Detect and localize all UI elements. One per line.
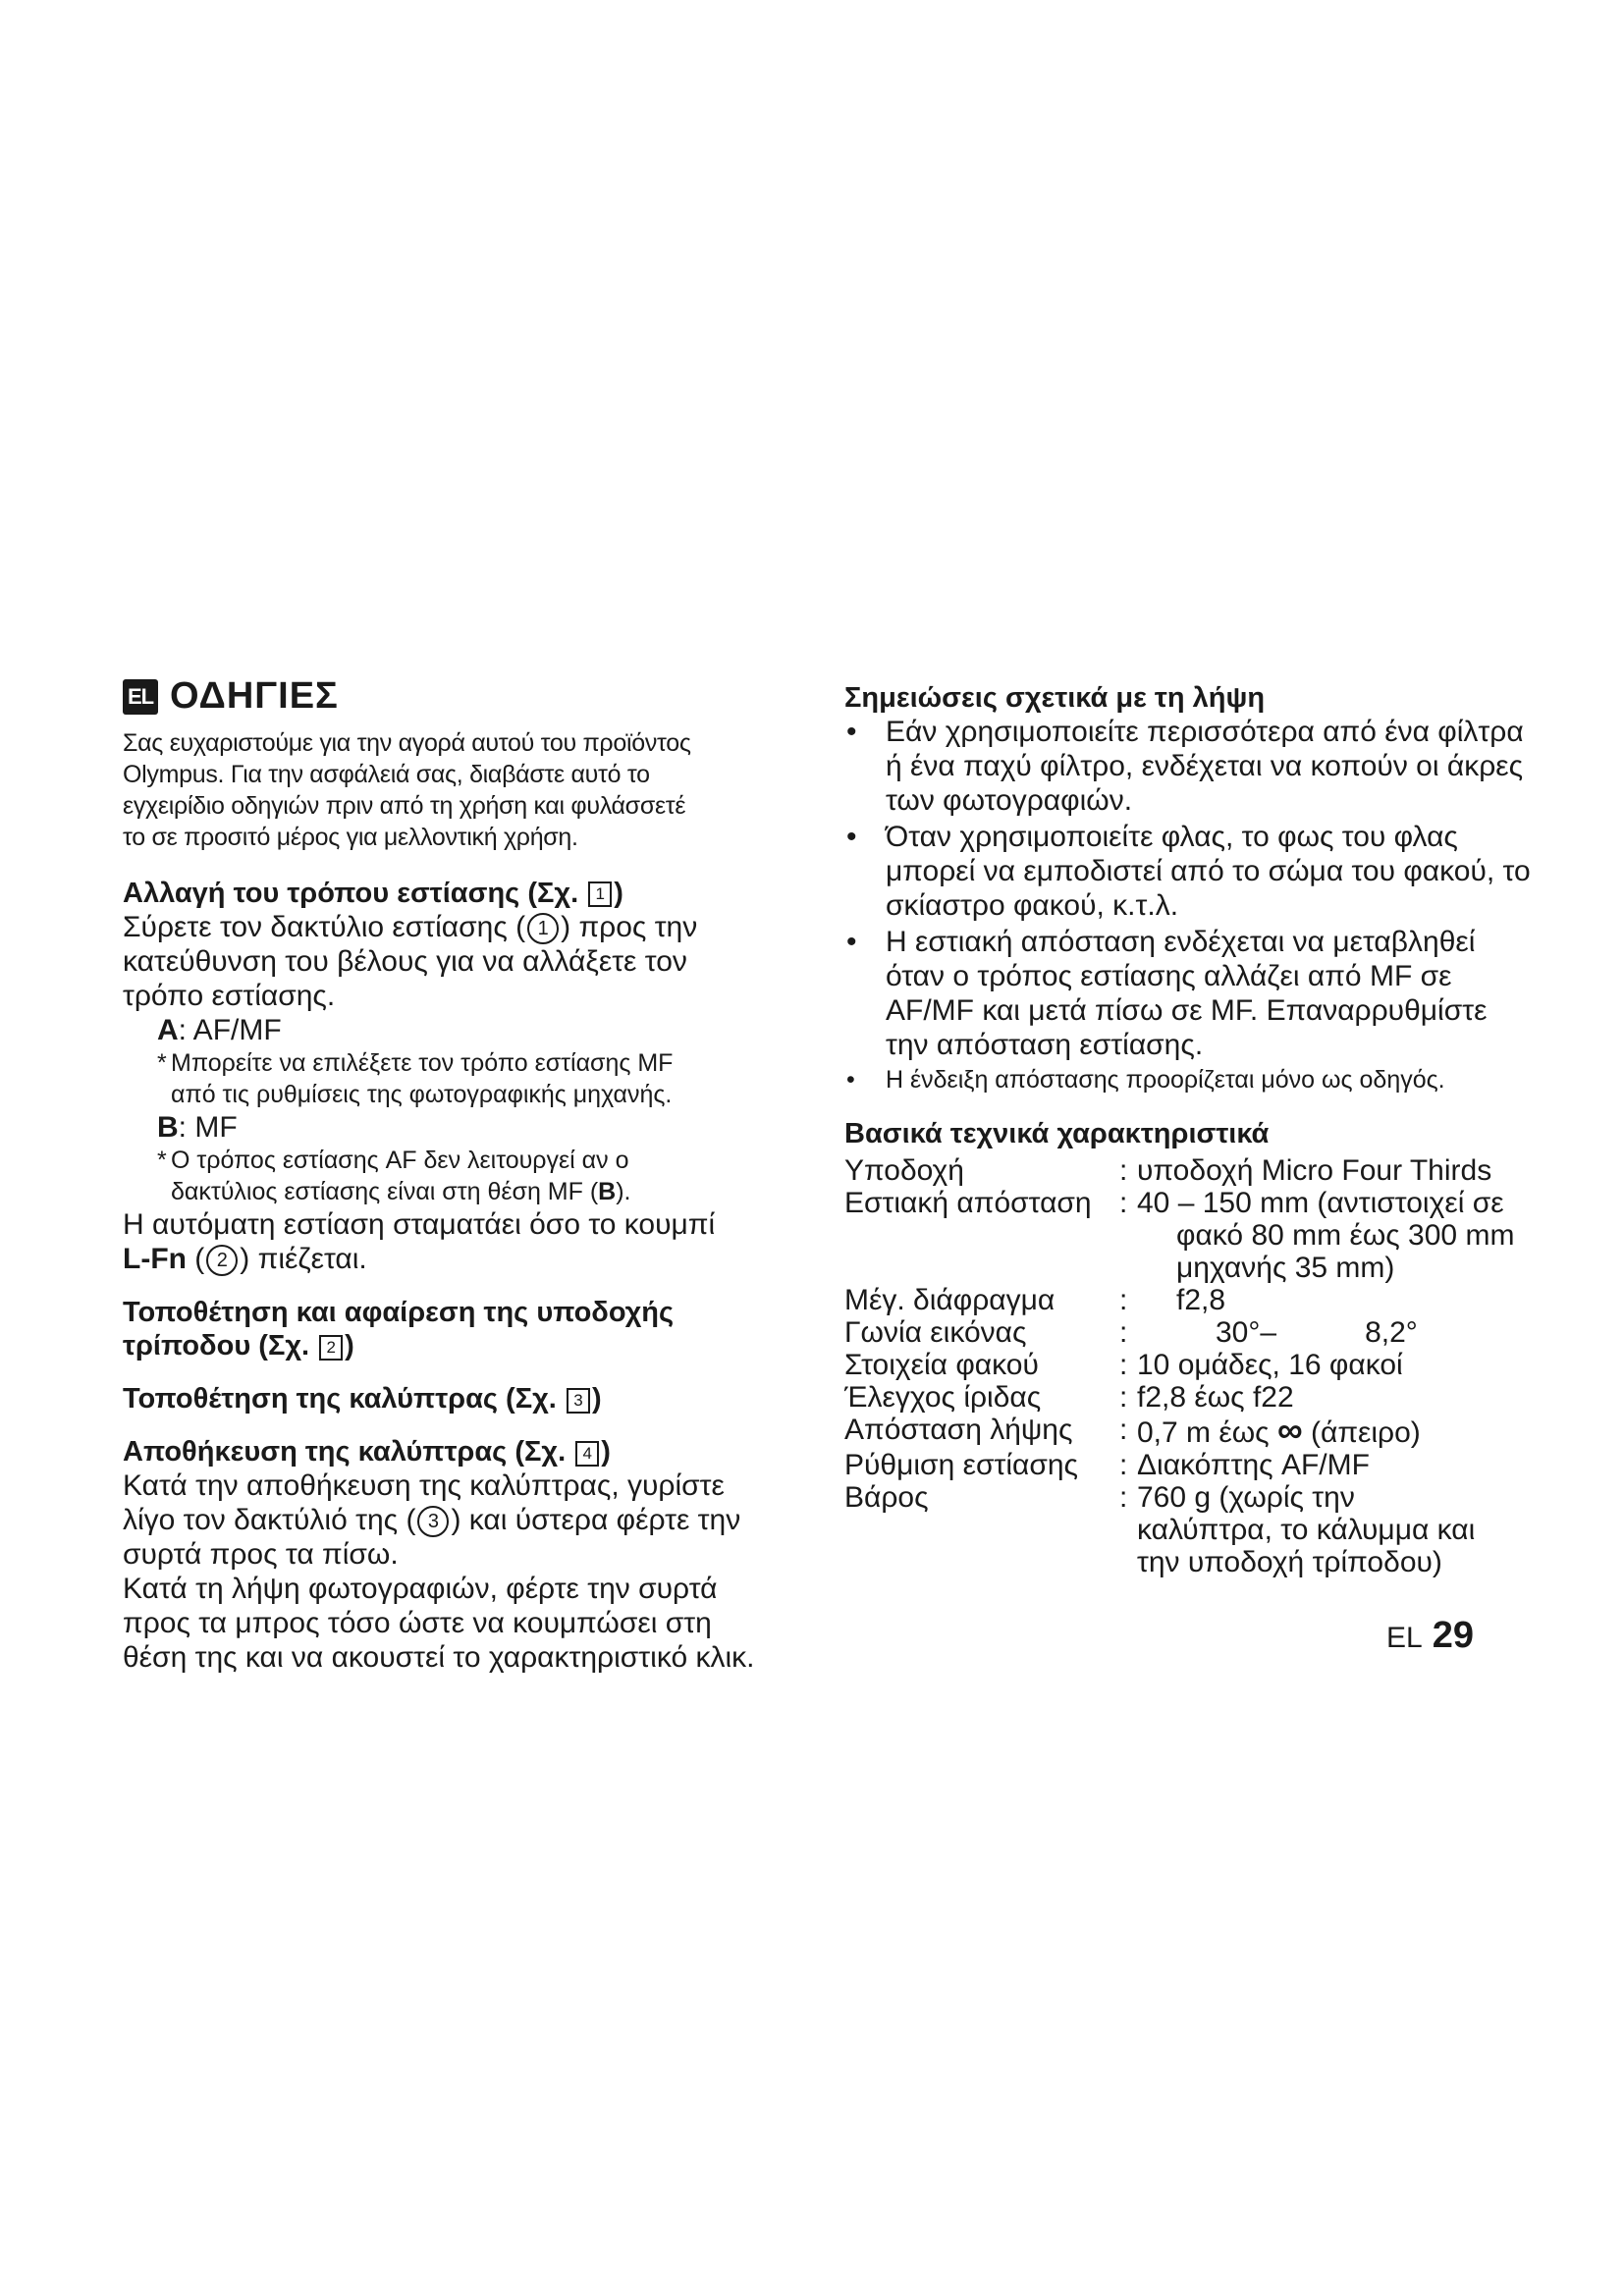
option-key: A (157, 1014, 179, 1047)
cap-store-text (123, 1468, 800, 1675)
figure-ref-4: 4 (575, 1441, 599, 1467)
body-line: L-Fn ( 2 ) πιέζεται. (123, 1243, 367, 1276)
note-line (157, 1145, 800, 1176)
page-footer (1386, 1615, 1474, 1657)
callout-2: 2 (206, 1245, 238, 1276)
spec-value-line: 760 g (χωρίς την (1137, 1481, 1355, 1514)
bold-key: B (598, 1178, 617, 1206)
spec-row (844, 1349, 1532, 1381)
list-item: • Η ένδειξη απόστασης προορίζεται μόνο ως οδηγός. (844, 1064, 1532, 1095)
list-item: • Όταν χρησιμοποιείτε φλας, το φως του φλας μπορεί να εμποδιστεί από το σώμα του φακού, το σκίαστρο φακού, κ.τ.λ. (844, 820, 1532, 923)
note-a (123, 1047, 800, 1110)
body-line: θέση της και να ακουστεί το χαρακτηριστικό κλικ. (123, 1641, 755, 1675)
cap-store-heading: Αποθήκευση της καλύπτρας (Σχ. 4 ) (123, 1436, 611, 1468)
note-b (123, 1145, 800, 1207)
spec-label: Στοιχεία φακού (844, 1349, 1039, 1381)
body-line: Κατά τη λήψη φωτογραφιών, φέρτε την συρτά (123, 1573, 718, 1606)
list-item: • Η εστιακή απόσταση ενδέχεται να μεταβληθεί όταν ο τρόπος εστίασης αλλάζει από MF σε AF/MF και μετά πίσω σε MF. Επαναρρυθμίστε την απόσταση εστίασης. (844, 925, 1532, 1062)
spec-label: Ρύθμιση εστίασης (844, 1449, 1078, 1481)
intro-text (123, 727, 800, 853)
text: Τοποθέτηση της καλύπτρας (Σχ. (123, 1383, 557, 1415)
spec-label: Έλεγχος ίριδας (844, 1381, 1042, 1414)
callout-1: 1 (527, 913, 559, 944)
intro-line: εγχειρίδιο οδηγιών πριν από τη χρήση και φυλάσσετέ (123, 792, 686, 820)
text: Σύρετε τον δακτύλιο εστίασης ( (123, 911, 526, 943)
text: λίγο τον δακτύλιό της ( (123, 1504, 416, 1537)
text: δακτύλιος εστίασης είναι στη θέση MF ( (171, 1178, 599, 1206)
spec-colon: : (1119, 1414, 1128, 1446)
spec-value (1137, 1410, 1532, 1450)
text: ). (616, 1178, 631, 1206)
page-number: 29 (1432, 1615, 1474, 1656)
spec-value-line: καλύπτρα, το κάλυμμα και (1137, 1514, 1476, 1546)
spec-row (844, 1284, 1532, 1316)
spec-value: Διακόπτης AF/MF (1137, 1449, 1370, 1481)
spec-value-line: την υποδοχή τρίποδου) (1137, 1546, 1442, 1578)
option-a (123, 1013, 800, 1047)
spec-row (844, 1187, 1532, 1284)
right-column (844, 675, 1532, 1578)
text: 30°– (1216, 1316, 1277, 1349)
body-line (123, 910, 800, 944)
spec-value: υποδοχή Micro Four Thirds (1137, 1154, 1492, 1187)
spec-row (844, 1481, 1532, 1578)
spec-colon: : (1119, 1284, 1128, 1316)
body-line: Η αυτόματη εστίαση σταματάει όσο το κουμπί (123, 1208, 716, 1242)
text: ) και ύστερα φέρτε την (451, 1504, 741, 1537)
text: τρίποδου (Σχ. (123, 1330, 310, 1362)
spec-colon: : (1119, 1381, 1128, 1414)
heading-text: Αλλαγή του τρόπου εστίασης (Σχ. (123, 878, 579, 909)
spec-colon: : (1119, 1316, 1128, 1349)
cap-attach-heading: Τοποθέτηση της καλύπτρας (Σχ. 3 ) (123, 1383, 602, 1415)
focus-mode-text (123, 910, 800, 1013)
spec-value-line: μηχανής 35 mm) (1176, 1252, 1395, 1284)
spec-value-line: φακό 80 mm έως 300 mm (1176, 1219, 1515, 1252)
page-title: ΟΔΗΓΙΕΣ (170, 675, 339, 717)
callout-3: 3 (417, 1506, 449, 1537)
spec-row (844, 1449, 1532, 1481)
option-key: B (157, 1111, 179, 1145)
body-line: συρτά προς τα πίσω. (123, 1538, 399, 1572)
lfn-button-label: L-Fn (123, 1243, 187, 1276)
spec-colon: : (1119, 1481, 1128, 1514)
spec-value: f2,8 έως f22 (1137, 1381, 1294, 1414)
option-value: : MF (178, 1111, 238, 1145)
spec-value: f2,8 (1176, 1284, 1226, 1316)
spec-label: Μέγ. διάφραγμα (844, 1284, 1056, 1316)
language-badge: EL (123, 679, 158, 715)
body-line: κατεύθυνση του βέλους για να αλλάξετε τον (123, 945, 687, 979)
asterisk: * (157, 1147, 167, 1175)
spec-value: 10 ομάδες, 16 φακοί (1137, 1349, 1403, 1381)
left-column (123, 675, 800, 1675)
spec-label: Εστιακή απόσταση (844, 1187, 1092, 1219)
footer-lang: EL (1386, 1622, 1423, 1654)
body-line: Κατά την αποθήκευση της καλύπτρας, γυρίστε (123, 1469, 725, 1503)
list-item: • Εάν χρησιμοποιείτε περισσότερα από ένα φίλτρα ή ένα παχύ φίλτρο, ενδέχεται να κοπούν οι άκρες των φωτογραφιών. (844, 715, 1532, 818)
spec-row (844, 1410, 1532, 1450)
spec-row (844, 1154, 1532, 1187)
text: Ο τρόπος εστίασης AF δεν λειτουργεί αν ο (171, 1147, 629, 1175)
section-title (123, 675, 800, 718)
spec-label: Απόσταση λήψης (844, 1414, 1073, 1446)
specs-table (844, 1154, 1532, 1578)
intro-line: Σας ευχαριστούμε για την αγορά αυτού του προϊόντος (123, 729, 691, 757)
spec-colon: : (1119, 1449, 1128, 1481)
focus-mode-heading: Αλλαγή του τρόπου εστίασης (Σχ. 1 ) (123, 878, 623, 909)
spec-row (844, 1316, 1532, 1349)
intro-line: Olympus. Για την ασφάλειά σας, διαβάστε αυτό το (123, 761, 650, 788)
note-line: από τις ρυθμίσεις της φωτογραφικής μηχανής. (171, 1081, 673, 1109)
figure-ref-2: 2 (319, 1335, 343, 1361)
spec-row (844, 1381, 1532, 1414)
intro-line: το σε προσιτό μέρος για μελλοντική χρήση. (123, 824, 578, 851)
spec-colon: : (1119, 1154, 1128, 1187)
spec-value (1137, 1481, 1532, 1578)
body-line: τρόπο εστίασης. (123, 980, 336, 1013)
figure-ref-1: 1 (588, 881, 612, 907)
specs-heading: Βασικά τεχνικά χαρακτηριστικά (844, 1118, 1270, 1149)
spec-value (1137, 1316, 1532, 1349)
text: πιέζεται. (257, 1243, 367, 1276)
spec-label: Γωνία εικόνας (844, 1316, 1027, 1349)
option-value: : AF/MF (178, 1014, 282, 1047)
text: Αποθήκευση της καλύπτρας (Σχ. (123, 1436, 567, 1468)
text: 8,2° (1365, 1316, 1418, 1349)
text: (άπειρο) (1310, 1416, 1421, 1449)
text: 0,7 m έως (1137, 1416, 1270, 1449)
body-line: προς τα μπρος τόσο ώστε να κουμπώσει στη (123, 1607, 712, 1640)
option-b (123, 1110, 800, 1145)
shooting-notes-heading: Σημειώσεις σχετικά με τη λήψη (844, 682, 1266, 714)
af-stop-text (123, 1207, 800, 1276)
asterisk: * (157, 1049, 167, 1078)
shooting-notes-list (844, 715, 1532, 1095)
spec-value (1137, 1187, 1532, 1284)
spec-colon: : (1119, 1187, 1128, 1219)
infinity-icon: ∞ (1276, 1410, 1303, 1450)
tripod-heading (123, 1296, 800, 1362)
note-line (157, 1176, 800, 1207)
heading-line: Τοποθέτηση και αφαίρεση της υποδοχής (123, 1297, 675, 1329)
spec-label: Υποδοχή (844, 1154, 964, 1187)
figure-ref-3: 3 (567, 1388, 590, 1414)
note-line (157, 1047, 800, 1079)
text: ) προς την (561, 911, 698, 943)
spec-label: Βάρος (844, 1481, 929, 1514)
spec-value-line: 40 – 150 mm (αντιστοιχεί σε (1137, 1187, 1504, 1219)
spec-colon: : (1119, 1349, 1128, 1381)
heading-line: τρίποδου (Σχ. 2 ) (123, 1330, 354, 1362)
text: Μπορείτε να επιλέξετε τον τρόπο εστίασης MF (171, 1049, 674, 1078)
body-line (123, 1503, 800, 1537)
